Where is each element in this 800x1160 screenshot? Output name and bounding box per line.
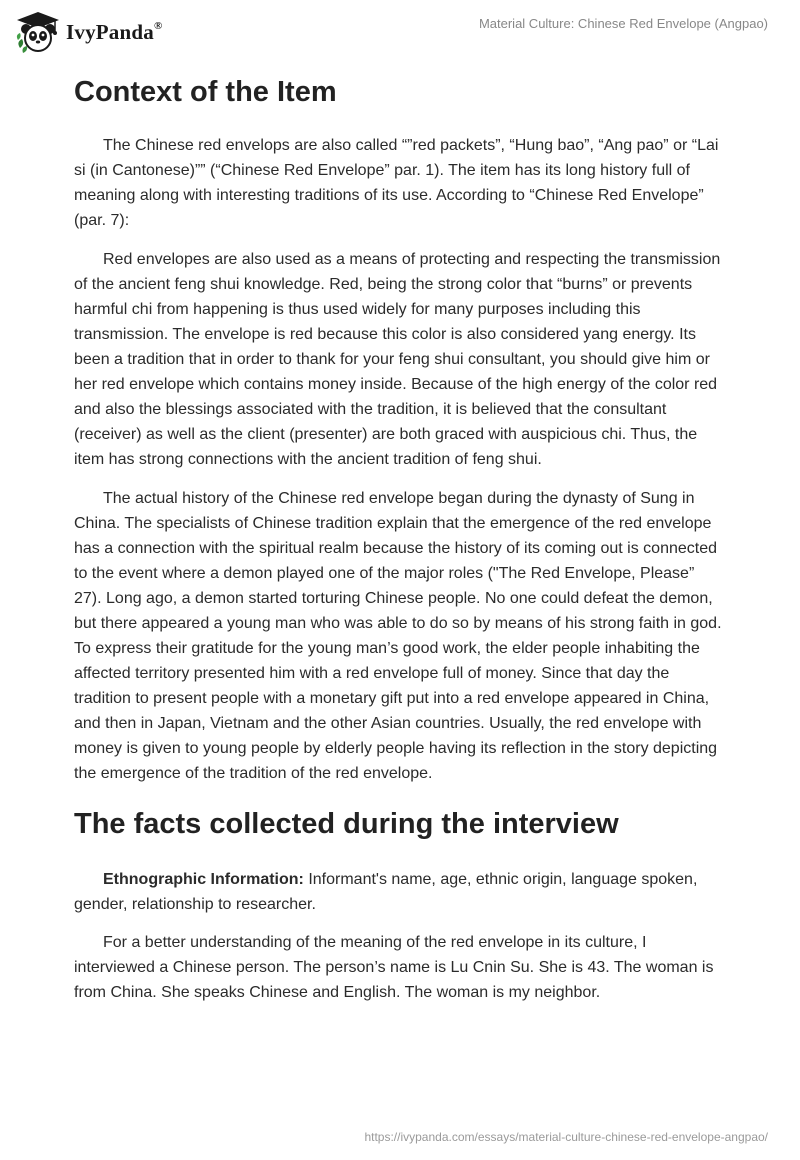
section-heading-context: Context of the Item bbox=[74, 76, 337, 108]
ivypanda-logo[interactable] bbox=[14, 10, 162, 54]
panda-graduate-logo-icon bbox=[14, 10, 62, 54]
brand-name: IvyPanda® bbox=[66, 19, 163, 44]
quoted-paragraph: Red envelopes are also used as a means of protecting and respecting the transmission of the ancient feng shui knowledge. Red, being the strong color that “burns” or prevents harmful chi from happening is thus used widely for many purposes including this transmission. The envelope is red because this color is also considered yang energy. Its been a tradition that in order to thank for your feng shui consultant, you should give him or her red envelope which contains money inside. Because of the high energy of the color red and also the blessings associated with the tradition, it is believed that the consultant (receiver) as well as the client (presenter) are both graced with auspicious chi. Thus, the item has strong connections with the ancient tradition of feng shui. bbox=[74, 251, 721, 468]
page-header bbox=[0, 0, 800, 70]
ethnographic-paragraph bbox=[74, 867, 726, 917]
paragraph: For a better understanding of the meaning of the red envelope in its culture, I interviewed a Chinese person. The person’s name is Lu Cnin Su. She is 43. The woman is from China. She speaks Chinese and English. The woman is my neighbor. bbox=[74, 934, 714, 1001]
paragraph: The Chinese red envelops are also called “”red packets”, “Hung bao”, “Ang pao” or “Lai si (in Cantonese)”” (“Chinese Red Envelope” par. 1). The item has its long history full of meaning along with interesting traditions of its use. According to “Chinese Red Envelope” (par. 7): bbox=[74, 137, 719, 229]
paragraph: The actual history of the Chinese red envelope began during the dynasty of Sung in China. The specialists of Chinese tradition explain that the emergence of the red envelope has a connection with the spiritual realm because the history of its coming out is connected to the event where a demon played one of the major roles ("The Red Envelope, Please” 27). Long ago, a demon started torturing Chinese people. No one could defeat the demon, but there appeared a young man who was able to do so by means of his strong faith in god. To express their gratitude for the young man’s good work, the elder people inhabiting the affected territory presented him with a red envelope full of money. Since that day the tradition to present people with a monetary gift put into a red envelope appeared in China, and then in Japan, Vietnam and the other Asian countries. Usually, the red envelope with money is given to young people by elderly people having its reflection in the story depicting the emergence of the tradition of the red envelope. bbox=[74, 490, 722, 782]
ethnographic-label: Ethnographic Information: bbox=[103, 871, 304, 888]
document-title: Material Culture: Chinese Red Envelope (Angpao) bbox=[478, 16, 768, 31]
section-heading-interview: The facts collected during the interview bbox=[74, 808, 619, 840]
source-url[interactable]: https://ivypanda.com/essays/material-culture-chinese-red-envelope-angpao/ bbox=[364, 1130, 768, 1144]
ethnographic-text: Informant's name, age, ethnic origin, language spoken, gender, relationship to researcher. bbox=[74, 871, 698, 913]
article-body bbox=[74, 70, 726, 1005]
